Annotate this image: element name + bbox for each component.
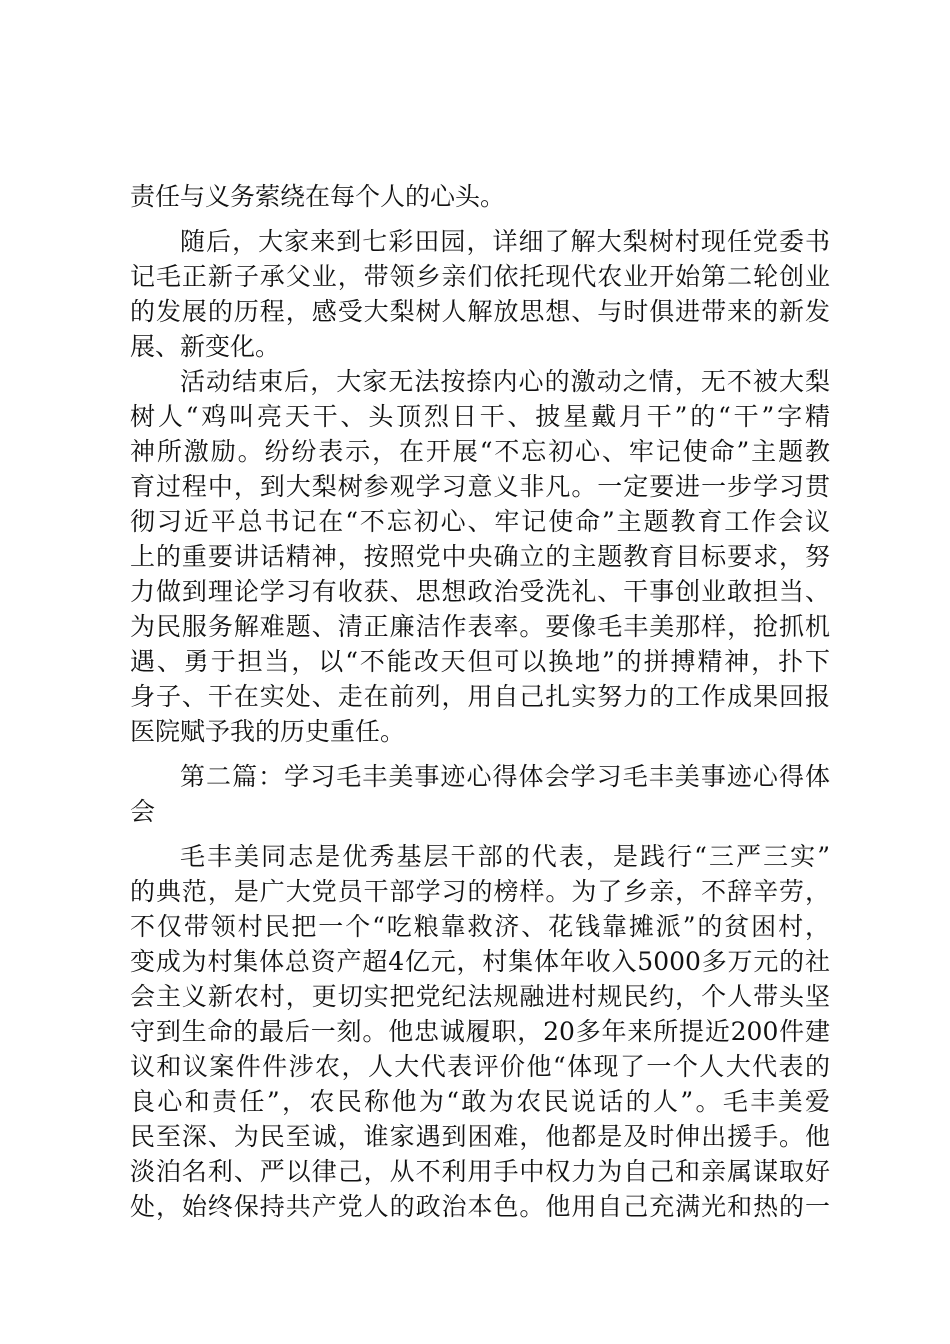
text-line: 上的重要讲话精神，按照党中央确立的主题教育目标要求，努 bbox=[130, 542, 830, 571]
text-line: 的发展的历程，感受大梨树人解放思想、与时俱进带来的新发 bbox=[130, 297, 830, 326]
text-line: 记毛正新子承父业，带领乡亲们依托现代农业开始第二轮创业 bbox=[130, 262, 830, 291]
text-line: 活动结束后，大家无法按捺内心的激动之情，无不被大梨 bbox=[180, 367, 830, 396]
text-line: 毛丰美同志是优秀基层干部的代表，是践行“三严三实” bbox=[180, 842, 830, 871]
text-line: 淡泊名利、严以律己，从不利用手中权力为自己和亲属谋取好 bbox=[130, 1157, 830, 1186]
text-line: 医院赋予我的历史重任。 bbox=[130, 717, 406, 746]
text-line: 议和议案件件涉农，人大代表评价他“体现了一个人大代表的 bbox=[130, 1052, 830, 1081]
text-line: 责任与义务萦绕在每个人的心头。 bbox=[130, 182, 506, 211]
text-line: 展、新变化。 bbox=[130, 332, 281, 361]
text-line: 变成为村集体总资产超4亿元，村集体年收入5000多万元的社 bbox=[130, 947, 830, 976]
text-line: 处，始终保持共产党人的政治本色。他用自己充满光和热的一 bbox=[130, 1192, 830, 1221]
section-heading: 第二篇：学习毛丰美事迹心得体会学习毛丰美事迹心得体 bbox=[180, 762, 830, 791]
text-line: 育过程中，到大梨树参观学习意义非凡。一定要进一步学习贯 bbox=[130, 472, 830, 501]
text-line: 彻习近平总书记在“不忘初心、牢记使命”主题教育工作会议 bbox=[130, 507, 830, 536]
section-heading: 会 bbox=[130, 797, 156, 826]
text-line: 为民服务解难题、清正廉洁作表率。要像毛丰美那样，抢抓机 bbox=[130, 612, 830, 641]
text-line: 神所激励。纷纷表示，在开展“不忘初心、牢记使命”主题教 bbox=[130, 437, 830, 466]
text-line: 民至深、为民至诚，谁家遇到困难，他都是及时伸出援手。他 bbox=[130, 1122, 830, 1151]
text-line: 不仅带领村民把一个“吃粮靠救济、花钱靠摊派”的贫困村， bbox=[130, 912, 830, 941]
text-line: 力做到理论学习有收获、思想政治受洗礼、干事创业敢担当、 bbox=[130, 577, 830, 606]
text-line: 会主义新农村，更切实把党纪法规融进村规民约，个人带头坚 bbox=[130, 982, 830, 1011]
text-line: 的典范，是广大党员干部学习的榜样。为了乡亲，不辞辛劳， bbox=[130, 877, 830, 906]
text-line: 遇、勇于担当，以“不能改天但可以换地”的拼搏精神，扑下 bbox=[130, 647, 830, 676]
text-line: 良心和责任”，农民称他为“敢为农民说话的人”。毛丰美爱 bbox=[130, 1087, 830, 1116]
text-line: 树人“鸡叫亮天干、头顶烈日干、披星戴月干”的“干”字精 bbox=[130, 402, 830, 431]
text-line: 随后，大家来到七彩田园，详细了解大梨树村现任党委书 bbox=[180, 227, 830, 256]
text-line: 身子、干在实处、走在前列，用自己扎实努力的工作成果回报 bbox=[130, 682, 830, 711]
text-line: 守到生命的最后一刻。他忠诚履职，20多年来所提近200件建 bbox=[130, 1017, 830, 1046]
